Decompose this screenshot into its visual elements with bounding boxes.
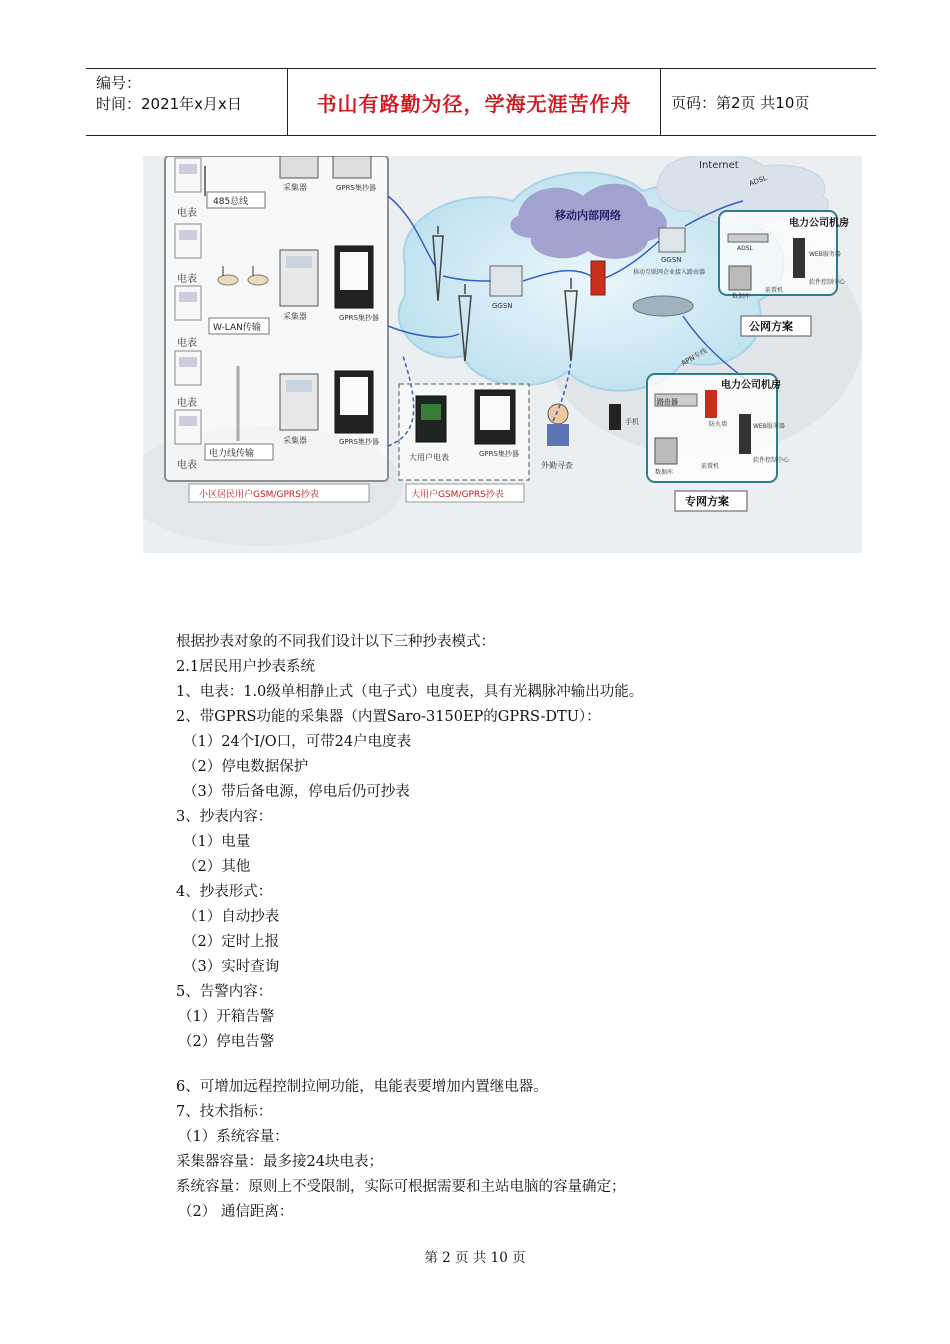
database-label-2: 数据库 bbox=[655, 469, 674, 476]
text-line: 1、电表：1.0级单相静止式（电子式）电度表，具有光耦脉冲输出功能。 bbox=[176, 684, 644, 700]
collector-label-1: 采集器 bbox=[283, 183, 307, 192]
network-diagram-figure bbox=[143, 156, 862, 553]
database-label-1: 数据库 bbox=[732, 293, 751, 300]
collector-label-2: 采集器 bbox=[283, 312, 307, 321]
web-server-label-2: WEB服务器 bbox=[753, 423, 785, 430]
text-line: （1）开箱告警 bbox=[178, 1009, 275, 1025]
gprs-reader-label-4: GPRS集抄器 bbox=[479, 450, 519, 458]
serial-label: 编号： bbox=[96, 74, 142, 92]
text-line: 3、抄表内容： bbox=[176, 809, 273, 825]
text-line: 采集器容量：最多接24块电表； bbox=[176, 1154, 383, 1170]
plc-label: 电力线传输 bbox=[209, 449, 255, 459]
text-line: （3）实时查询 bbox=[183, 959, 280, 975]
bigcustomer-group-label: 大用户GSM/GPRS抄表 bbox=[411, 490, 504, 500]
big-meter-label: 大用户电表 bbox=[409, 453, 449, 462]
control-center-label-2: 软件控制中心 bbox=[753, 457, 790, 464]
ggsn-label-1: GGSN bbox=[492, 302, 513, 310]
meter-label-2: 电表 bbox=[177, 274, 197, 285]
page-footer bbox=[0, 1246, 950, 1266]
text-line: （1）系统容量： bbox=[178, 1129, 289, 1145]
adsl-label: ADSL bbox=[737, 245, 753, 252]
text-line: 5、告警内容： bbox=[176, 984, 273, 1000]
phone-icon bbox=[609, 404, 621, 430]
header-motto-cell bbox=[288, 69, 661, 135]
paragraph-gap bbox=[176, 1055, 866, 1075]
text-line: （2）停电告警 bbox=[178, 1034, 275, 1050]
internet-label: Internet bbox=[699, 160, 739, 171]
text-line: 7、技术指标： bbox=[176, 1104, 273, 1120]
frontend-label-2: 前置机 bbox=[701, 463, 720, 470]
firewall-icon-2 bbox=[705, 390, 717, 418]
public-room-label: 电力公司机房 bbox=[789, 218, 849, 229]
page-label: 页码：第2页 共10页 bbox=[671, 93, 810, 112]
adsl-label-top: ADSL bbox=[747, 174, 769, 188]
text-line: 2.1居民用户抄表系统 bbox=[176, 659, 316, 675]
public-plan-label: 公网方案 bbox=[749, 320, 793, 333]
body-text bbox=[176, 630, 866, 1225]
residential-group-label: 小区居民用户GSM/GPRS抄表 bbox=[199, 490, 319, 500]
text-line: （3）带后备电源，停电后仍可抄表 bbox=[183, 784, 410, 800]
firewall-label: 防火墙 bbox=[709, 421, 728, 428]
phone-label: 手机 bbox=[625, 418, 639, 426]
text-line: 根据抄表对象的不同我们设计以下三种抄表模式： bbox=[176, 634, 495, 650]
meter-label-1: 电表 bbox=[177, 208, 197, 219]
ggsn-device-2 bbox=[659, 228, 685, 252]
time-label: 时间：2021年x月x日 bbox=[96, 95, 242, 113]
text-line: 2、带GPRS功能的采集器（内置Saro-3150EP的GPRS-DTU）： bbox=[176, 709, 601, 725]
control-center-label-1: 软件控制中心 bbox=[809, 279, 846, 286]
private-room-label: 电力公司机房 bbox=[721, 380, 781, 391]
wlan-label: W-LAN传输 bbox=[213, 323, 261, 333]
meter-label-4: 电表 bbox=[177, 398, 197, 409]
private-plan-label: 专网方案 bbox=[685, 495, 729, 508]
text-line: 系统容量：原则上不受限制，实际可根据需要和主站电脑的容量确定； bbox=[176, 1179, 626, 1195]
ggsn-device-1 bbox=[490, 266, 522, 296]
gprs-reader-label-1: GPRS集抄器 bbox=[336, 184, 376, 192]
footer-page-number: 第 2 页 共 10 页 bbox=[424, 1250, 526, 1266]
firewall-icon-1 bbox=[591, 261, 605, 295]
mobile-network-label: 移动内部网络 bbox=[555, 209, 621, 222]
web-server-label-1: WEB服务器 bbox=[809, 251, 841, 258]
header-motto: 书山有路勤为径，学海无涯苦作舟 bbox=[316, 91, 632, 116]
text-line: （1）电量 bbox=[183, 834, 251, 850]
text-line: 6、可增加远程控制拉闸功能，电能表要增加内置继电器。 bbox=[176, 1079, 548, 1095]
frontend-label-1: 前置机 bbox=[765, 287, 784, 294]
meter-label-3: 电表 bbox=[177, 338, 197, 349]
ggsn-label-2: GGSN bbox=[661, 256, 682, 264]
text-line: （1）自动抄表 bbox=[183, 909, 280, 925]
field-worker-icon bbox=[548, 404, 568, 424]
bus485-label: 485总线 bbox=[213, 197, 249, 207]
field-check-label: 外勤寻查 bbox=[541, 461, 573, 470]
collector-label-3: 采集器 bbox=[283, 436, 307, 445]
mobile-router-label: 移动互联网企业接入路由器 bbox=[633, 269, 706, 276]
router-label: 路由器 bbox=[657, 398, 678, 406]
page-header bbox=[86, 68, 876, 136]
gprs-reader-label-3: GPRS集抄器 bbox=[339, 438, 379, 446]
apn-label: APN专线 bbox=[680, 346, 709, 368]
gprs-reader-label-2: GPRS集抄器 bbox=[339, 314, 379, 322]
text-line: （2）停电数据保护 bbox=[183, 759, 309, 775]
header-meta bbox=[86, 69, 288, 135]
text-line: 4、抄表形式： bbox=[176, 884, 273, 900]
text-line: （2） 通信距离： bbox=[178, 1204, 294, 1220]
text-line: （1）24个I/O口，可带24户电度表 bbox=[183, 734, 412, 750]
header-page-cell bbox=[661, 69, 876, 135]
network-diagram bbox=[143, 156, 862, 553]
meter-label-5: 电表 bbox=[177, 460, 197, 471]
text-line: （2）其他 bbox=[183, 859, 251, 875]
text-line: （2）定时上报 bbox=[183, 934, 280, 950]
